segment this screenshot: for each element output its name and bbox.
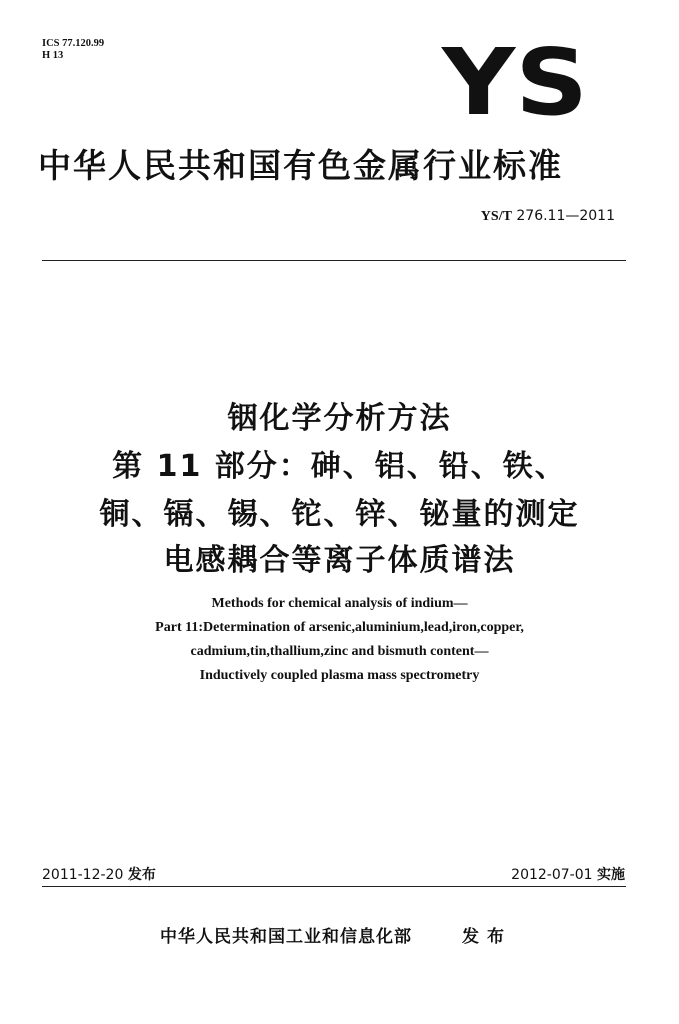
- implement-date: [511, 864, 625, 884]
- ics-code: ICS 77.120.99: [42, 38, 105, 49]
- ccs-code: H 13: [42, 50, 64, 61]
- standard-code: 276.11—2011: [516, 208, 615, 224]
- release-date: [42, 864, 156, 884]
- header-divider: [42, 260, 626, 261]
- title-cn-line-4: 电感耦合等离子体质谱法: [163, 543, 516, 578]
- footer-divider: [42, 886, 626, 887]
- classification-codes: [42, 38, 104, 62]
- title-en-line-2: Part 11:Determination of arsenic,aluminium,lead,iron,copper,: [155, 620, 524, 635]
- implement-date-value: 2012-07-01: [511, 867, 593, 883]
- title-cn-line-2: 第 11 部分：砷、铝、铅、铁、: [112, 449, 567, 484]
- title-en-line-4: Inductively coupled plasma mass spectrometry: [199, 668, 480, 683]
- implement-label: 实施: [597, 867, 625, 883]
- organization-title: 中华人民共和国有色金属行业标准: [38, 146, 563, 185]
- issuing-authority: 中华人民共和国工业和信息化部: [160, 927, 412, 947]
- title-en-line-1: Methods for chemical analysis of indium—: [211, 596, 468, 611]
- standard-number: [481, 208, 615, 225]
- standard-prefix: YS/T: [480, 209, 512, 224]
- release-label: 发布: [127, 867, 156, 883]
- title-en-line-3: cadmium,tin,thallium,zinc and bismuth content—: [190, 644, 489, 659]
- ys-logo: [440, 40, 590, 120]
- title-cn-line-1: 铟化学分析方法: [227, 401, 452, 436]
- title-cn-line-3: 铜、镉、锡、铊、锌、铋量的测定: [99, 497, 580, 532]
- release-date-value: 2011-12-20: [42, 867, 124, 883]
- ys-logo-text: YS: [440, 40, 588, 120]
- issue-label: 发布: [462, 927, 512, 947]
